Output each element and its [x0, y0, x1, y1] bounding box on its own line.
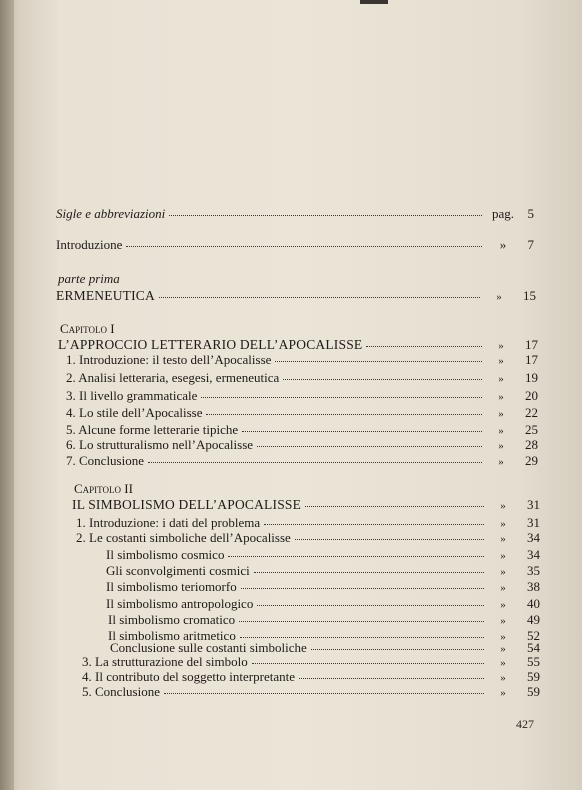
- dot-leader: [295, 527, 484, 540]
- toc-entry-title: 1. Introduzione: i dati del problema: [76, 515, 261, 530]
- toc-entry-title: 5. Conclusione: [82, 684, 160, 699]
- toc-entry-page: 31: [527, 497, 540, 512]
- toc-entry-page: 59: [527, 669, 540, 684]
- toc-entry-title: 2. Analisi letteraria, esegesi, ermeneutica: [66, 370, 280, 385]
- toc-entry: [66, 351, 538, 368]
- dot-leader: [257, 434, 482, 447]
- page-number: 427: [516, 717, 534, 731]
- toc-entry: [82, 683, 540, 700]
- toc-entry-title: 4. Il contributo del soggetto interpretante: [82, 669, 295, 684]
- toc-entry: [66, 452, 538, 469]
- toc-entry-title: Il simbolismo cromatico: [108, 612, 236, 627]
- toc-entry-title: L’APPROCCIO LETTERARIO DELL’APOCALISSE: [58, 337, 363, 352]
- toc-entry-page: 19: [525, 370, 538, 385]
- dot-leader: [311, 637, 484, 650]
- toc-entry-mark: »: [500, 518, 506, 530]
- toc-entry-page: 7: [527, 237, 534, 252]
- dot-leader: [254, 560, 484, 573]
- toc-entry-mark: »: [498, 408, 504, 420]
- toc-entry-mark: »: [500, 672, 506, 684]
- dot-leader: [239, 609, 484, 622]
- toc-entry-title: 3. La strutturazione del simbolo: [82, 654, 248, 669]
- toc-entry-mark: »: [499, 237, 507, 252]
- toc-entry-mark: »: [498, 456, 504, 468]
- dot-leader: [257, 593, 484, 606]
- toc-entry-page: 31: [527, 515, 540, 530]
- toc-entry-page: 34: [527, 547, 540, 562]
- dot-leader: [159, 285, 480, 298]
- toc-entry-page: 25: [525, 422, 538, 437]
- toc-entry-sigle: [56, 205, 534, 221]
- toc-entry-page: 5: [527, 206, 534, 221]
- dot-leader: [283, 367, 482, 380]
- toc-entry-title: Il simbolismo cosmico: [106, 547, 225, 562]
- toc-entry-mark: »: [498, 373, 504, 385]
- toc-entry-mark: »: [498, 391, 504, 403]
- toc-entry-mark: »: [498, 340, 504, 352]
- dot-leader: [126, 234, 482, 247]
- toc-entry-page: 17: [525, 352, 538, 367]
- toc-entry-page: 52: [527, 628, 540, 643]
- toc-entry-mark: »: [500, 566, 506, 578]
- toc-entry-page: 35: [527, 563, 540, 578]
- toc-entry-mark: »: [500, 533, 506, 545]
- toc-entry-mark: »: [500, 550, 506, 562]
- toc-entry-mark: »: [500, 657, 506, 669]
- toc-entry-page: 49: [527, 612, 540, 627]
- dot-leader: [148, 450, 482, 463]
- toc-entry-page: 17: [525, 337, 538, 352]
- toc-entry-title: 3. Il livello grammaticale: [66, 388, 198, 403]
- toc-entry-part: [56, 287, 536, 304]
- toc-entry-mark: »: [498, 425, 504, 437]
- toc-entry-mark: »: [498, 355, 504, 367]
- toc-entry-title: ERMENEUTICA: [56, 288, 155, 303]
- toc-entry-title: 2. Le costanti simboliche dell’Apocalisse: [76, 530, 291, 545]
- dot-leader: [164, 681, 484, 694]
- toc-entry-title: 1. Introduzione: il testo dell’Apocalisse: [66, 352, 272, 367]
- toc-entry-page: 22: [525, 405, 538, 420]
- toc-entry-mark: »: [500, 687, 506, 699]
- toc-entry-page: 55: [527, 654, 540, 669]
- toc-entry-title: Il simbolismo aritmetico: [108, 628, 236, 643]
- toc-entry-page: 54: [527, 640, 540, 655]
- dot-leader: [242, 419, 482, 432]
- toc-entry-page: 15: [523, 288, 536, 303]
- dot-leader: [201, 385, 482, 398]
- dot-leader: [264, 512, 484, 525]
- dot-leader: [275, 349, 482, 362]
- toc-entry-mark: »: [496, 291, 502, 303]
- toc-entry-mark: pag.: [491, 206, 515, 221]
- toc-entry-mark: »: [500, 643, 506, 655]
- toc-entry-title: Gli sconvolgimenti cosmici: [106, 563, 250, 578]
- toc-entry-title: Introduzione: [56, 237, 123, 252]
- toc-entry-page: 20: [525, 388, 538, 403]
- toc-entry-title: 6. Lo strutturalismo nell’Apocalisse: [66, 437, 254, 452]
- toc-entry-mark: »: [500, 500, 506, 512]
- toc-entry-page: 28: [525, 437, 538, 452]
- dot-leader: [241, 576, 484, 589]
- toc-entry-title: 7. Conclusione: [66, 453, 144, 468]
- chapter-label: Capitolo I: [60, 321, 115, 336]
- toc-entry-mark: »: [498, 440, 504, 452]
- toc-entry-page: 34: [527, 530, 540, 545]
- dot-leader: [305, 494, 484, 507]
- toc-entry-page: 59: [527, 684, 540, 699]
- part-label: parte prima: [58, 271, 120, 286]
- toc-entry-mark: »: [500, 615, 506, 627]
- toc-entry-page: 38: [527, 579, 540, 594]
- dot-leader: [366, 334, 482, 347]
- toc-entry-introduzione: [56, 236, 534, 252]
- dot-leader: [169, 203, 482, 216]
- toc-entry-title: Il simbolismo antropologico: [106, 596, 254, 611]
- toc-entry-title: 4. Lo stile dell’Apocalisse: [66, 405, 203, 420]
- toc-entry-title: IL SIMBOLISMO DELL’APOCALISSE: [72, 497, 302, 512]
- dot-leader: [228, 544, 484, 557]
- toc-entry-title: 5. Alcune forme letterarie tipiche: [66, 422, 239, 437]
- toc-entry-title: Sigle e abbreviazioni: [56, 206, 166, 221]
- toc-entry-page: 29: [525, 453, 538, 468]
- chapter-label: Capitolo II: [74, 481, 133, 496]
- dot-leader: [299, 666, 484, 679]
- toc-chapter-title: [72, 496, 540, 513]
- toc-entry: [66, 369, 538, 386]
- toc-entry-mark: »: [500, 631, 506, 643]
- dot-leader: [252, 651, 484, 664]
- toc-entry-title: Il simbolismo teriomorfo: [106, 579, 237, 594]
- toc-entry-mark: »: [500, 599, 506, 611]
- toc-entry-mark: »: [500, 582, 506, 594]
- dot-leader: [206, 402, 482, 415]
- toc-entry-page: 40: [527, 596, 540, 611]
- toc-entry-title: Conclusione sulle costanti simboliche: [110, 640, 307, 655]
